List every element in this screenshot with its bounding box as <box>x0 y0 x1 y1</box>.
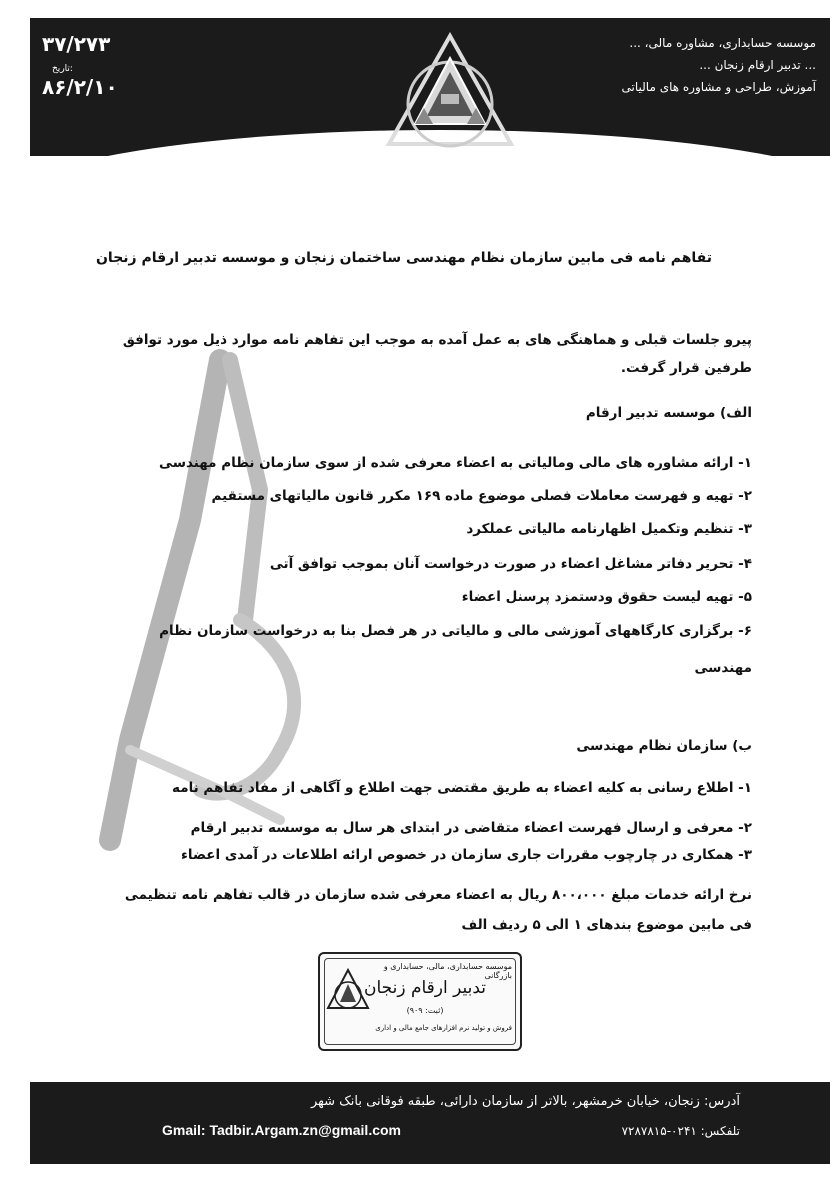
footer-address: آدرس: زنجان، خیابان خرمشهر، بالاتر از سازمان دارائی، طبقه فوقانی بانک شهر <box>310 1094 740 1109</box>
stamp-top-text: موسسه حسابداری، مالی، حسابداری و بازرگانی <box>383 962 512 980</box>
section-b-item: ۲- معرفی و ارسال فهرست اعضاء متقاضی در ابتدای هر سال به موسسه تدبیر ارقام <box>190 820 752 836</box>
section-a-item: ۵- تهیه لیست حقوق ودستمزد پرسنل اعضاء <box>461 589 752 605</box>
section-a-item: ۴- تحریر دفاتر مشاغل اعضاء در صورت درخواست آنان بموجب توافق آتی <box>269 556 752 572</box>
section-a-item: ۳- تنظیم وتکمیل اظهارنامه مالیاتی عملکرد <box>466 521 752 537</box>
organization-logo <box>385 32 515 152</box>
section-a-item: ۲- تهیه و فهرست معاملات فصلی موضوع ماده ۱۶۹ مکرر قانون مالیاتهای مستقیم <box>211 488 752 504</box>
letter-date: ۸۶/۲/۱۰ <box>42 75 118 99</box>
section-a-item: ۶- برگزاری کارگاههای آموزشی مالی و مالیاتی در هر فصل بنا به درخواست سازمان نظام <box>159 623 752 639</box>
agreement-title: تفاهم نامه فی مابین سازمان نظام مهندسی ساختمان زنجان و موسسه تدبیر ارقام زنجان <box>95 250 712 266</box>
section-b-heading: ب) سازمان نظام مهندسی <box>576 738 752 754</box>
section-a-item: ۱- ارائه مشاوره های مالی ومالیاتی به اعضاء معرفی شده از سوی سازمان نظام مهندسی <box>159 455 752 471</box>
section-b-item: ۱- اطلاع رسانی به کلیه اعضاء به طریق مقتضی جهت اطلاع و آگاهی از مفاد تفاهم نامه <box>172 780 752 796</box>
date-label: تاریخ: <box>52 64 73 74</box>
reference-block <box>42 32 192 99</box>
stamp-bottom-text: فروش و تولید نرم افزارهای جامع مالی و اداری <box>375 1024 512 1032</box>
intro-line-1: پیرو جلسات قبلی و هماهنگی های به عمل آمده به موجب این تفاهم نامه موارد ذیل مورد توافق <box>122 332 752 348</box>
footer-email: Gmail: Tadbir.Argam.zn@gmail.com <box>162 1122 401 1138</box>
letterhead-org-text <box>546 32 816 98</box>
letter-number: ۳۷/۲۷۳ <box>42 32 111 56</box>
org-line-3: آموزش، طراحی و مشاوره های مالیاتی <box>621 80 816 94</box>
fee-line-1: نرخ ارائه خدمات مبلغ ۸۰۰،۰۰۰ ریال به اعضاء معرفی شده سازمان در قالب تفاهم نامه تنظیمی <box>124 887 752 903</box>
footer-phone: تلفکس: ۰۲۴۱-۷۲۸۷۸۱۵ <box>621 1124 740 1138</box>
section-a-heading: الف) موسسه تدبیر ارقام <box>585 405 752 421</box>
fee-line-2: فی مابین موضوع بندهای ۱ الی ۵ ردیف الف <box>461 917 752 933</box>
stamp-company-name: تدبیر ارقام زنجان <box>363 978 487 998</box>
org-line-2: ... تدبیر ارقام زنجان ... <box>699 58 816 72</box>
company-stamp <box>318 952 522 1051</box>
intro-line-2: طرفین قرار گرفت. <box>620 360 752 376</box>
letterhead-banner <box>30 18 830 156</box>
section-b-item: ۳- همکاری در چارچوب مقررات جاری سازمان در خصوص ارائه اطلاعات در آمدی اعضاء <box>181 847 752 863</box>
letterhead-footer <box>30 1082 830 1164</box>
section-a-item-continuation: مهندسی <box>694 660 752 676</box>
stamp-registration: (ثبت: ۹۰۹) <box>406 1006 444 1015</box>
org-line-1: موسسه حسابداری، مشاوره مالی، ... <box>629 36 816 50</box>
